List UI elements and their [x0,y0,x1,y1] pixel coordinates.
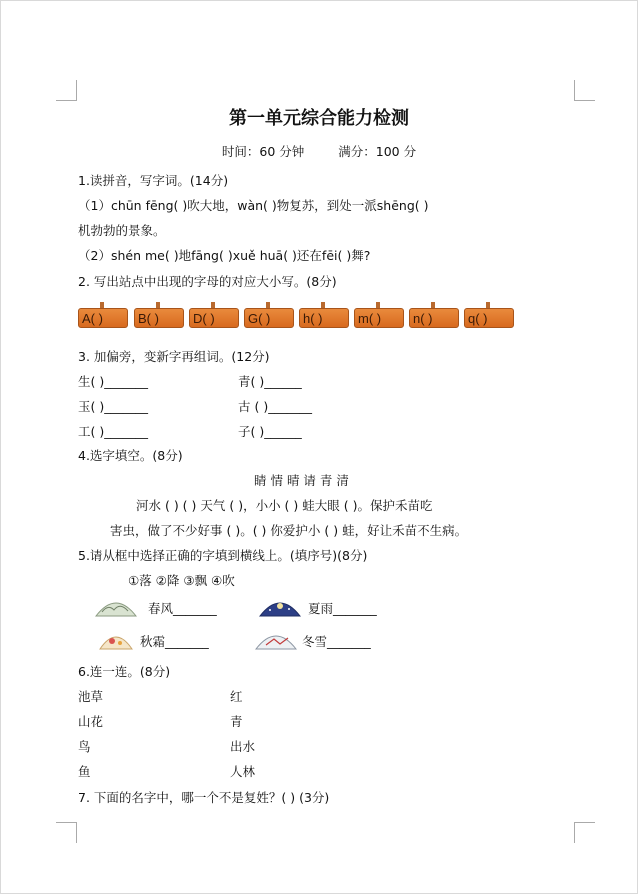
station-sign-n [409,302,459,328]
q3-row3-left: 工( )_______ [78,424,148,439]
sign-label: B( ) [138,311,159,326]
q3-row2-right: 古 ( )_______ [238,399,312,414]
q6-right-item: 人林 [230,764,256,779]
fan-night-icon [258,596,302,618]
station-sign-g [244,302,294,328]
q6-left-item: 池草 [78,689,104,704]
fan-winter-icon [254,629,298,651]
q5-item-summer: 夏雨_______ [308,601,377,616]
q5-item-spring: 春风_______ [148,601,217,616]
q4-line2: 害虫，做了不少好事 ( )。( ) 你爱护小 ( ) 蛙，好让禾苗不生病。 [110,523,468,538]
q5-item-winter: 冬雪_______ [302,634,371,649]
q6-left-item: 鸟 [78,739,91,754]
q3-row1-left: 生( )_______ [78,374,148,389]
station-sign-d [189,302,239,328]
time-limit: 时间：60 分钟 [221,144,305,159]
q6-left-item: 山花 [78,714,104,729]
sign-label: m( ) [358,311,382,326]
station-sign-h [299,302,349,328]
sign-label: q( ) [468,311,488,326]
q4-heading: 4.选字填空。(8分) [78,448,183,463]
q3-row2-left: 玉( )_______ [78,399,148,414]
station-sign-a [78,302,128,328]
q1-line3: （2）shén me( )地fāng( )xuě huā( )还在fēi( )舞? [78,248,371,263]
q6-right-item: 红 [230,689,243,704]
q5-item-autumn: 秋霜_______ [140,634,209,649]
corner-mark-bottom-left [56,822,77,843]
station-sign-m [354,302,404,328]
q5-heading: 5.请从框中选择正确的字填到横线上。(填序号)(8分) [78,548,368,563]
q6-left-item: 鱼 [78,764,91,779]
q2-heading: 2. 写出站点中出现的字母的对应大小写。(8分) [78,274,337,289]
sign-label: h( ) [303,311,323,326]
fan-landscape-icon [94,596,138,618]
corner-mark-top-right [574,80,595,101]
sign-label: n( ) [413,311,433,326]
q4-choices: 睛 情 晴 请 青 清 [254,473,349,488]
q6-heading: 6.连一连。(8分) [78,664,171,679]
full-score: 满分：100 分 [338,144,417,159]
station-sign-q [464,302,514,328]
corner-mark-bottom-right [574,822,595,843]
page-title: 第一单元综合能力检测 [229,108,409,129]
station-sign-b [134,302,184,328]
q3-heading: 3. 加偏旁，变新字再组词。(12分) [78,349,270,364]
sign-label: G( ) [248,311,271,326]
subtitle [0,142,638,160]
q7-heading: 7. 下面的名字中，哪一个不是复姓？( ) (3分) [78,790,330,805]
q6-right-item: 出水 [230,739,256,754]
sign-label: D( ) [193,311,215,326]
sign-label: A( ) [82,311,103,326]
fan-autumn-icon [94,629,138,651]
corner-mark-top-left [56,80,77,101]
q3-row3-right: 子( )______ [238,424,302,439]
q3-row1-right: 青( )______ [238,374,302,389]
q1-line2: 机勃勃的景象。 [78,223,166,238]
q6-right-item: 青 [230,714,243,729]
q1-line1: （1）chūn fēng( )吹大地，wàn( )物复苏，到处一派shēng( ) [78,198,429,213]
q4-line1: 河水 ( ) ( ) 天气 ( )，小小 ( ) 蛙大眼 ( )。保护禾苗吃 [136,498,433,513]
q5-options: ①落 ②降 ③飘 ④吹 [128,573,235,588]
q1-heading: 1.读拼音，写字词。(14分) [78,173,229,188]
